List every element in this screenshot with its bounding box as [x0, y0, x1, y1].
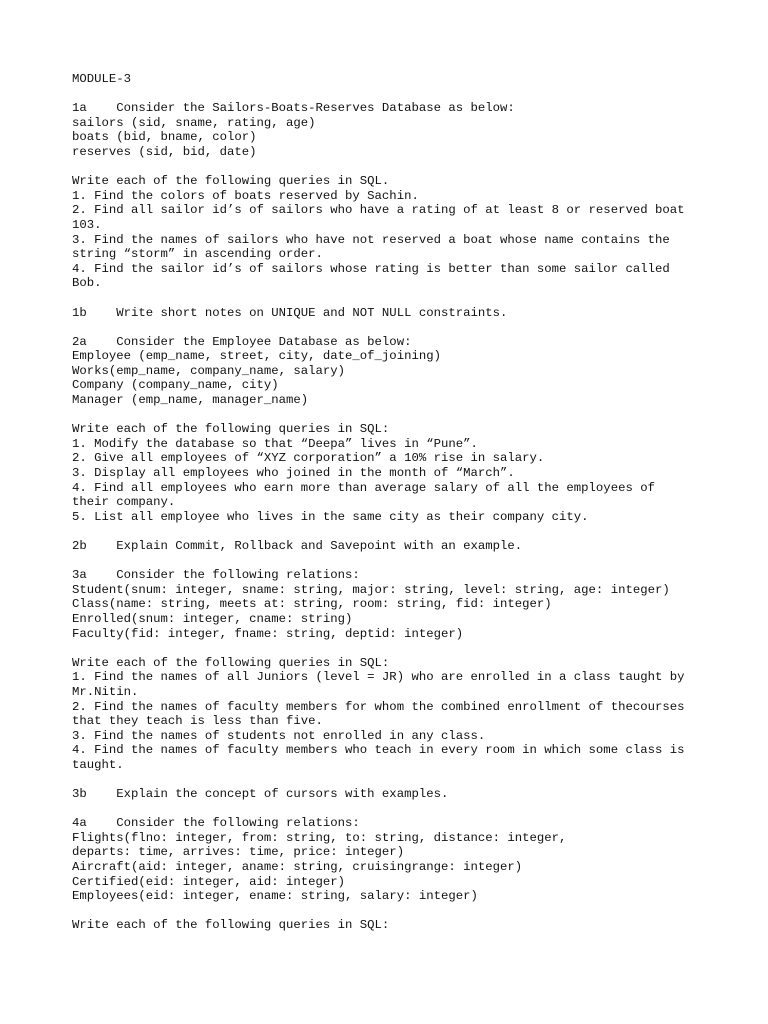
blank-line: [72, 408, 712, 423]
text-line: 3. Find the names of sailors who have not reserved a boat whose name contains the: [72, 232, 670, 247]
text-line: 2. Find all sailor id’s of sailors who have a rating of at least 8 or reserved boat: [72, 203, 685, 218]
text-line: Enrolled(snum: integer, cname: string): [72, 611, 353, 626]
text-line: Works(emp_name, company_name, salary): [72, 363, 346, 378]
text-line: Employee (emp_name, street, city, date_of_joining): [72, 349, 441, 364]
blank-line: [72, 320, 712, 335]
text-line: boats (bid, bname, color): [72, 130, 257, 145]
text-line: 1. Find the colors of boats reserved by Sachin.: [72, 188, 419, 203]
text-line: Bob.: [72, 276, 102, 291]
blank-line: [72, 641, 712, 656]
text-line: 1. Find the names of all Juniors (level = JR) who are enrolled in a class taught by: [72, 670, 685, 685]
text-line: 3a Consider the following relations:: [72, 568, 360, 583]
text-line: sailors (sid, sname, rating, age): [72, 115, 316, 130]
document-body: [72, 72, 712, 933]
text-line: 4. Find the names of faculty members who teach in every room in which some class is: [72, 743, 685, 758]
blank-line: [72, 554, 712, 569]
blank-line: [72, 160, 712, 175]
text-line: Company (company_name, city): [72, 378, 279, 393]
text-line: reserves (sid, bid, date): [72, 144, 257, 159]
text-line: 1b Write short notes on UNIQUE and NOT NULL constraints.: [72, 305, 508, 320]
blank-line: [72, 87, 712, 102]
text-line: 3. Find the names of students not enrolled in any class.: [72, 728, 486, 743]
text-line: taught.: [72, 757, 124, 772]
blank-line: [72, 524, 712, 539]
text-line: 4a Consider the following relations:: [72, 816, 360, 831]
text-line: 2a Consider the Employee Database as below:: [72, 334, 412, 349]
text-line: Write each of the following queries in SQL:: [72, 422, 390, 437]
blank-line: [72, 773, 712, 788]
text-line: 1. Modify the database so that “Deepa” lives in “Pune”.: [72, 436, 478, 451]
text-line: 4. Find all employees who earn more than average salary of all the employees of: [72, 480, 655, 495]
text-line: 1a Consider the Sailors-Boats-Reserves Database as below:: [72, 101, 515, 116]
text-line: 5. List all employee who lives in the same city as their company city.: [72, 509, 589, 524]
text-line: Write each of the following queries in SQL.: [72, 174, 390, 189]
blank-line: [72, 904, 712, 919]
text-line: string “storm” in ascending order.: [72, 247, 323, 262]
text-line: Mr.Nitin.: [72, 684, 139, 699]
text-line: 2. Give all employees of “XYZ corporation” a 10% rise in salary.: [72, 451, 545, 466]
text-line: Aircraft(aid: integer, aname: string, cruisingrange: integer): [72, 860, 523, 875]
blank-line: [72, 291, 712, 306]
blank-line: [72, 802, 712, 817]
text-line: 3. Display all employees who joined in the month of “March”.: [72, 466, 515, 481]
text-line: 2. Find the names of faculty members for whom the combined enrollment of thecourses: [72, 699, 685, 714]
text-line: Manager (emp_name, manager_name): [72, 393, 309, 408]
text-line: Certified(eid: integer, aid: integer): [72, 874, 346, 889]
text-line: 3b Explain the concept of cursors with examples.: [72, 787, 449, 802]
text-line: Write each of the following queries in SQL:: [72, 918, 390, 933]
text-line: Employees(eid: integer, ename: string, salary: integer): [72, 889, 478, 904]
text-line: 2b Explain Commit, Rollback and Savepoint with an example.: [72, 539, 523, 553]
text-line: Faculty(fid: integer, fname: string, deptid: integer): [72, 626, 464, 641]
text-line: departs: time, arrives: time, price: integer): [72, 845, 405, 860]
text-line: Student(snum: integer, sname: string, major: string, level: string, age: integer): [72, 582, 670, 597]
text-line: their company.: [72, 495, 176, 510]
text-line: Class(name: string, meets at: string, room: string, fid: integer): [72, 597, 552, 612]
text-line: 103.: [72, 217, 102, 232]
text-line: 4. Find the sailor id’s of sailors whose rating is better than some sailor called: [72, 261, 670, 276]
text-line: that they teach is less than five.: [72, 714, 323, 729]
text-line: Flights(flno: integer, from: string, to: string, distance: integer,: [72, 830, 567, 845]
text-line: Write each of the following queries in SQL:: [72, 655, 390, 670]
text-line: MODULE-3: [72, 72, 132, 86]
